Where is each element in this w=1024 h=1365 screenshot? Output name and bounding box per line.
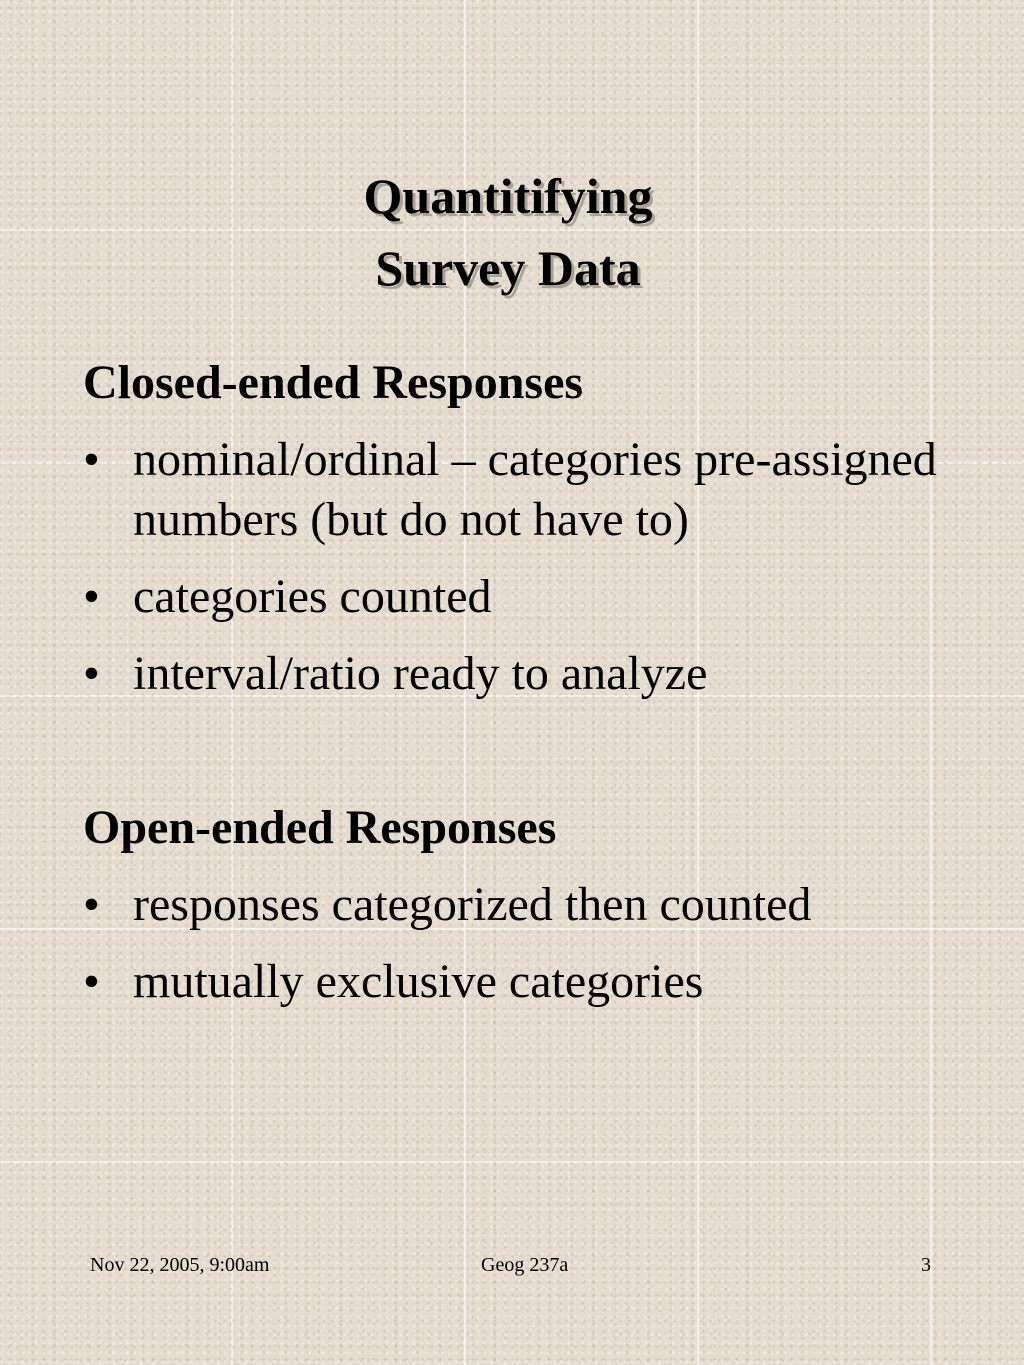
footer-page-number: 3 bbox=[921, 1254, 931, 1276]
list-item bbox=[83, 875, 963, 935]
open-ended-heading: Open-ended Responses bbox=[83, 801, 557, 854]
list-item bbox=[83, 430, 963, 550]
closed-ended-bullet-list bbox=[83, 430, 963, 721]
bullet-icon: • bbox=[83, 878, 100, 931]
bullet-text: nominal/ordinal – categories pre-assigned numbers (but do not have to) bbox=[133, 433, 937, 546]
footer-date: Nov 22, 2005, 9:00am bbox=[90, 1254, 270, 1276]
list-item bbox=[83, 567, 963, 627]
list-item bbox=[83, 644, 963, 704]
title-line-1: Quantitifying bbox=[363, 168, 653, 224]
closed-ended-heading: Closed-ended Responses bbox=[83, 356, 584, 409]
bullet-text: categories counted bbox=[133, 570, 492, 623]
bullet-text: interval/ratio ready to analyze bbox=[133, 647, 708, 700]
bullet-icon: • bbox=[83, 955, 100, 1008]
list-item bbox=[83, 952, 963, 1012]
bullet-text: mutually exclusive categories bbox=[133, 955, 704, 1008]
title-line-2: Survey Data bbox=[375, 240, 641, 296]
slide-title bbox=[0, 160, 1016, 304]
open-ended-bullet-list bbox=[83, 875, 963, 1029]
bullet-text: responses categorized then counted bbox=[133, 878, 812, 931]
bullet-icon: • bbox=[83, 647, 100, 700]
bullet-icon: • bbox=[83, 570, 100, 623]
bullet-icon: • bbox=[83, 433, 100, 486]
footer-course: Geog 237a bbox=[481, 1254, 569, 1276]
